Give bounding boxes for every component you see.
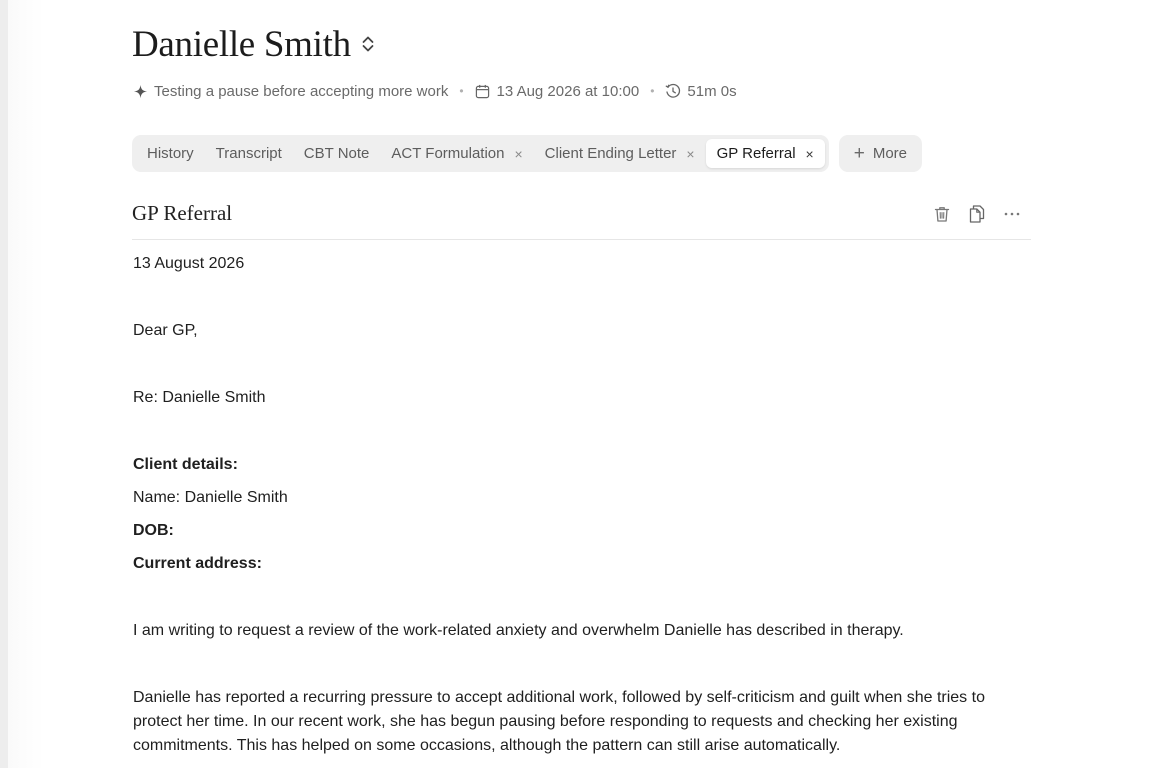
meta-separator: • (459, 84, 464, 98)
tab-label: GP Referral (716, 145, 796, 162)
more-button-label: More (872, 145, 908, 162)
tab-label: Transcript (215, 145, 282, 162)
letter-paragraph-2 (133, 686, 985, 758)
paragraph-line: Danielle has reported a recurring pressure to accept additional work, followed by self-criticism and guilt when she tries to (133, 689, 985, 706)
tab-label: Client Ending Letter (544, 145, 677, 162)
paragraph-line: protect her time. In our recent work, she has begun pausing before responding to requests and checking her existing (133, 713, 958, 730)
more-button[interactable] (839, 135, 922, 172)
copy-icon[interactable] (966, 203, 988, 225)
client-name-line: Name: Danielle Smith (133, 489, 288, 506)
address-label: Current address: (133, 555, 262, 572)
document-actions (918, 203, 1023, 225)
letter-salutation: Dear GP, (133, 322, 198, 339)
tab-label: CBT Note (303, 145, 370, 162)
calendar-icon (475, 83, 491, 99)
letter-paragraph-1: I am writing to request a review of the work-related anxiety and overwhelm Danielle has described in therapy. (133, 622, 904, 639)
dob-label: DOB: (133, 522, 174, 539)
session-duration: 51m 0s (687, 82, 737, 100)
document-title: GP Referral (132, 201, 233, 225)
letter-re-line: Re: Danielle Smith (133, 389, 266, 406)
close-icon[interactable]: × (514, 145, 523, 162)
plus-icon: + (853, 143, 865, 164)
tab-client-ending-letter[interactable] (534, 139, 706, 168)
trash-icon[interactable] (931, 203, 953, 225)
tab-gp-referral[interactable] (706, 139, 825, 168)
session-meta (132, 80, 737, 102)
title-row (132, 22, 375, 66)
ellipsis-icon[interactable] (1001, 203, 1023, 225)
left-shade (8, 0, 44, 768)
client-details-heading: Client details: (133, 456, 238, 473)
document-tabs (132, 135, 922, 172)
clock-icon (665, 83, 681, 99)
tab-cbt-note[interactable] (293, 139, 381, 168)
meta-separator: • (650, 84, 655, 98)
left-rail (0, 0, 8, 768)
tab-label: ACT Formulation (391, 145, 505, 162)
close-icon[interactable]: × (686, 145, 695, 162)
sparkle-icon (132, 83, 148, 99)
session-topic: Testing a pause before accepting more work (154, 82, 449, 100)
session-datetime: 13 Aug 2026 at 10:00 (496, 82, 640, 100)
tab-label: History (147, 145, 194, 162)
paragraph-line: commitments. This has helped on some occasions, although the pattern can still arise automatically. (133, 737, 841, 754)
close-icon[interactable]: × (805, 145, 814, 162)
tab-bar (132, 135, 829, 172)
letter-date: 13 August 2026 (133, 255, 245, 272)
chevron-up-down-icon[interactable] (361, 33, 375, 55)
document-header (132, 192, 1031, 240)
tab-act-formulation[interactable] (380, 139, 533, 168)
tab-history[interactable] (136, 139, 205, 168)
tab-transcript[interactable] (205, 139, 293, 168)
client-name-title: Danielle Smith (132, 23, 351, 65)
